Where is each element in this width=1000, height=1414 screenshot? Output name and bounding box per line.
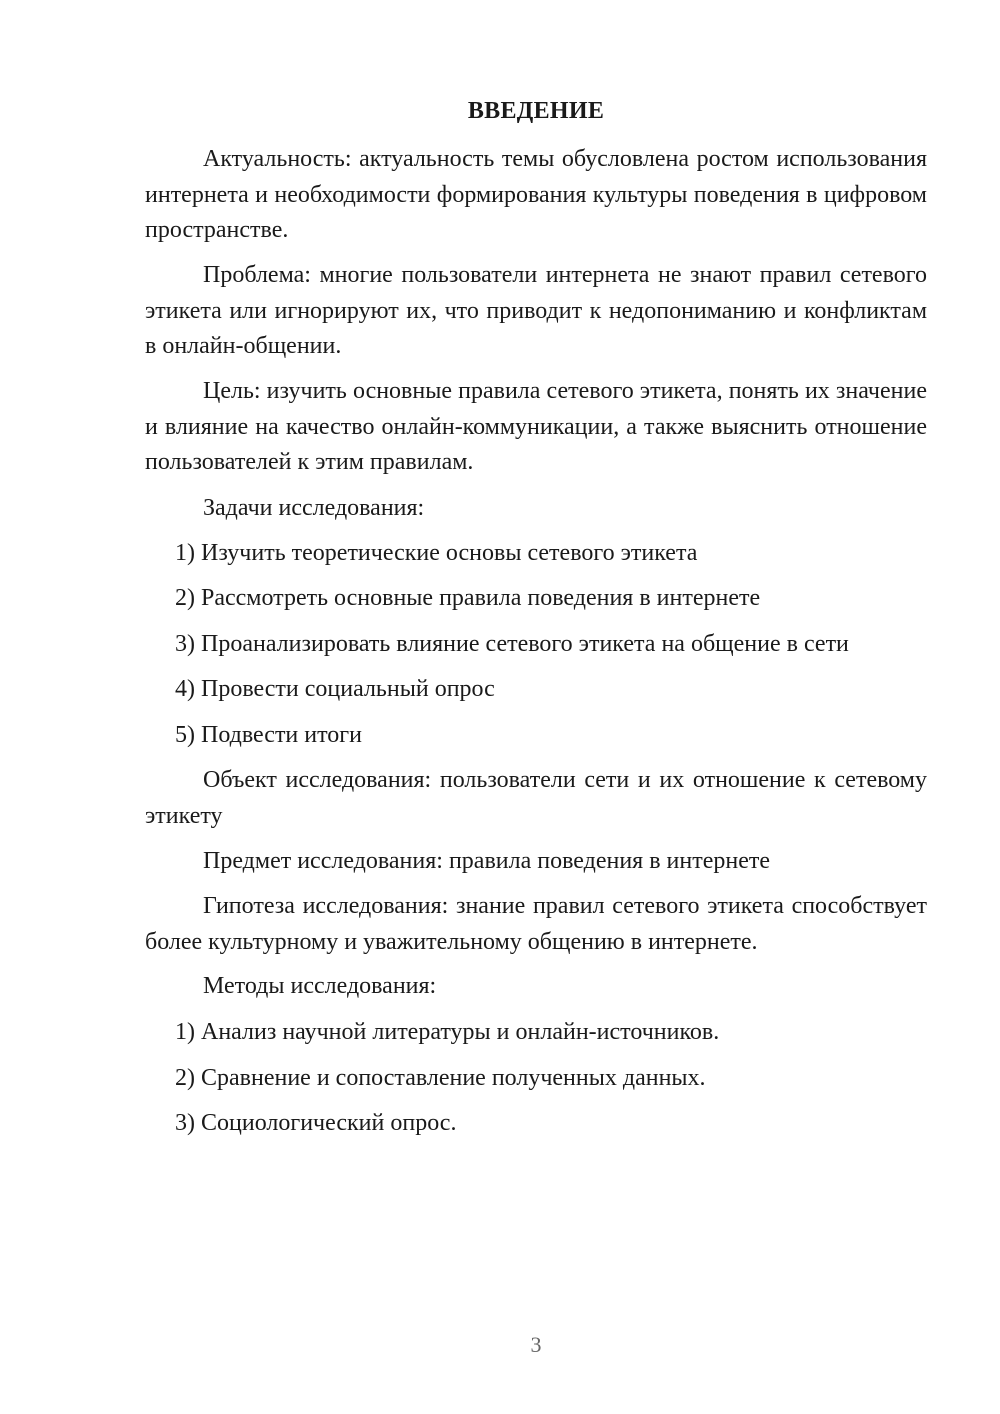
tasks-heading: Задачи исследования: (203, 495, 425, 521)
method-item: 3) Социологический опрос. (175, 1110, 457, 1136)
method-item: 2) Сравнение и сопоставление полученных данных. (175, 1065, 706, 1091)
methods-heading: Методы исследования: (203, 973, 437, 999)
paragraph-relevance: Актуальность: актуальность темы обусловлена ростом использования интернета и необходимости формирования культуры поведения в цифровом пространстве. (145, 146, 927, 243)
section-title: ВВЕДЕНИЕ (467, 98, 605, 124)
method-item: 1) Анализ научной литературы и онлайн-источников. (175, 1019, 720, 1045)
paragraph-subject: Предмет исследования: правила поведения в интернете (203, 848, 770, 874)
task-item: 2) Рассмотреть основные правила поведения в интернете (175, 585, 761, 611)
page-number: 3 (530, 1332, 542, 1357)
paragraph-problem: Проблема: многие пользователи интернета не знают правил сетевого этикета или игнорируют их, что приводит к недопониманию и конфликтам в онлайн-общении. (145, 262, 927, 359)
paragraph-object: Объект исследования: пользователи сети и их отношение к сетевому этикету (145, 767, 927, 829)
task-item: 5) Подвести итоги (175, 722, 362, 748)
paragraph-hypothesis: Гипотеза исследования: знание правил сетевого этикета способствует более культурному и уважительному общению в интернете. (145, 893, 927, 955)
task-item: 4) Провести социальный опрос (175, 676, 495, 702)
paragraph-goal: Цель: изучить основные правила сетевого этикета, понять их значение и влияние на качество онлайн-коммуникации, а также выяснить отношение пользователей к этим правилам. (145, 378, 927, 475)
task-item: 1) Изучить теоретические основы сетевого этикета (175, 540, 698, 566)
task-item: 3) Проанализировать влияние сетевого этикета на общение в сети (175, 631, 849, 657)
